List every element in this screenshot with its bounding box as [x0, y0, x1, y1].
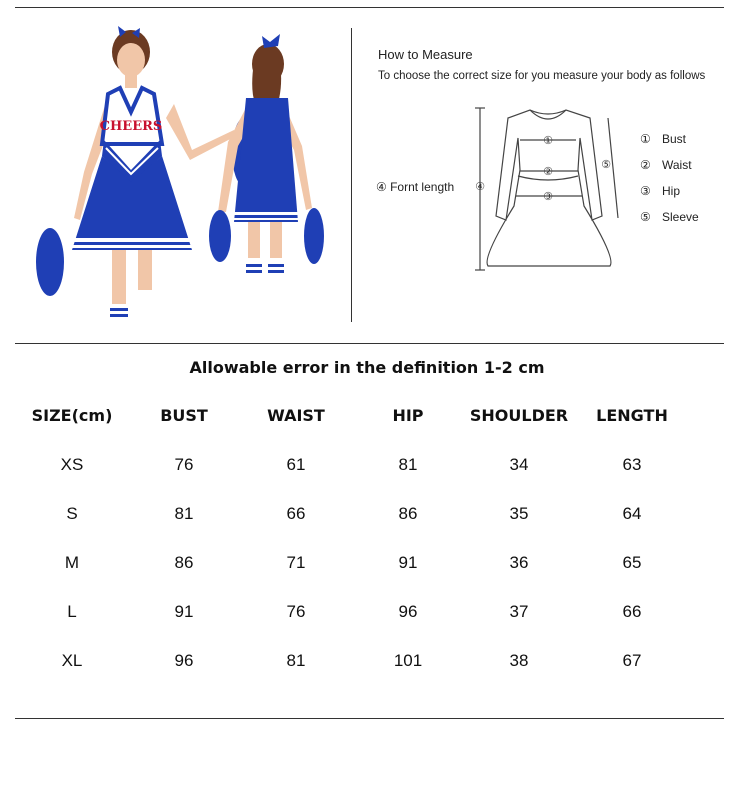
header-hip: HIP [392, 406, 424, 425]
back-model [209, 34, 324, 328]
size-cell: XL [61, 651, 83, 670]
diagram-marker-waist: ② [543, 165, 553, 178]
length-cell: 66 [622, 602, 642, 621]
legend-item-bust: ① Bust [640, 132, 687, 146]
size-cell: XS [60, 455, 84, 474]
legend-item-hip: ③ Hip [640, 184, 681, 198]
shoulder-cell: 34 [509, 455, 529, 474]
waist-cell: 76 [286, 602, 306, 621]
waist-cell: 61 [286, 455, 306, 474]
top-divider [15, 7, 724, 8]
measure-legend [640, 132, 699, 236]
bust-cell: 81 [174, 504, 194, 523]
hip-cell: 101 [393, 651, 423, 670]
bust-cell: 76 [174, 455, 194, 474]
allowable-error-note: Allowable error in the definition 1-2 cm [189, 358, 545, 377]
length-cell: 65 [622, 553, 642, 572]
bottom-divider [15, 718, 724, 719]
table-row [15, 543, 724, 583]
hip-cell: 91 [398, 553, 418, 572]
table-header-row [15, 396, 724, 436]
product-photo [22, 22, 340, 334]
diagram-marker-sleeve: ⑤ [601, 158, 611, 171]
legend-item-sleeve: ⑤ Sleeve [640, 210, 699, 224]
bust-cell: 91 [174, 602, 194, 621]
hip-cell: 81 [398, 455, 418, 474]
table-row [15, 445, 724, 485]
header-length: LENGTH [596, 406, 668, 425]
shoulder-cell: 38 [509, 651, 529, 670]
waist-cell: 71 [286, 553, 306, 572]
length-cell: 64 [622, 504, 642, 523]
hip-cell: 96 [398, 602, 418, 621]
header-waist: WAIST [267, 406, 325, 425]
how-to-measure-subtitle: To choose the correct size for you measure your body as follows [378, 70, 706, 82]
front-length-label: ④ Fornt length [376, 180, 455, 194]
size-cell: L [67, 602, 77, 621]
size-cell: S [66, 504, 78, 523]
bust-cell: 86 [174, 553, 194, 572]
shoulder-cell: 37 [509, 602, 529, 621]
table-row [15, 592, 724, 632]
shirt-text: CHEERS [99, 119, 163, 134]
header-shoulder: SHOULDER [469, 406, 569, 425]
how-to-measure-title: How to Measure [378, 47, 473, 62]
size-cell: M [64, 553, 80, 572]
shoulder-cell: 36 [509, 553, 529, 572]
header-size: SIZE(cm) [31, 406, 113, 425]
hip-cell: 86 [398, 504, 418, 523]
diagram-marker-front-length: ④ [475, 180, 485, 193]
diagram-marker-hip: ③ [543, 190, 553, 203]
table-row [15, 494, 724, 534]
table-row [15, 641, 724, 681]
diagram-marker-bust: ① [543, 134, 553, 147]
length-cell: 63 [622, 455, 642, 474]
bust-cell: 96 [174, 651, 194, 670]
vertical-divider [351, 28, 352, 322]
length-cell: 67 [622, 651, 642, 670]
shoulder-cell: 35 [509, 504, 529, 523]
header-bust: BUST [160, 406, 208, 425]
middle-divider [15, 343, 724, 344]
waist-cell: 81 [286, 651, 306, 670]
legend-item-waist: ② Waist [640, 158, 692, 172]
waist-cell: 66 [286, 504, 306, 523]
